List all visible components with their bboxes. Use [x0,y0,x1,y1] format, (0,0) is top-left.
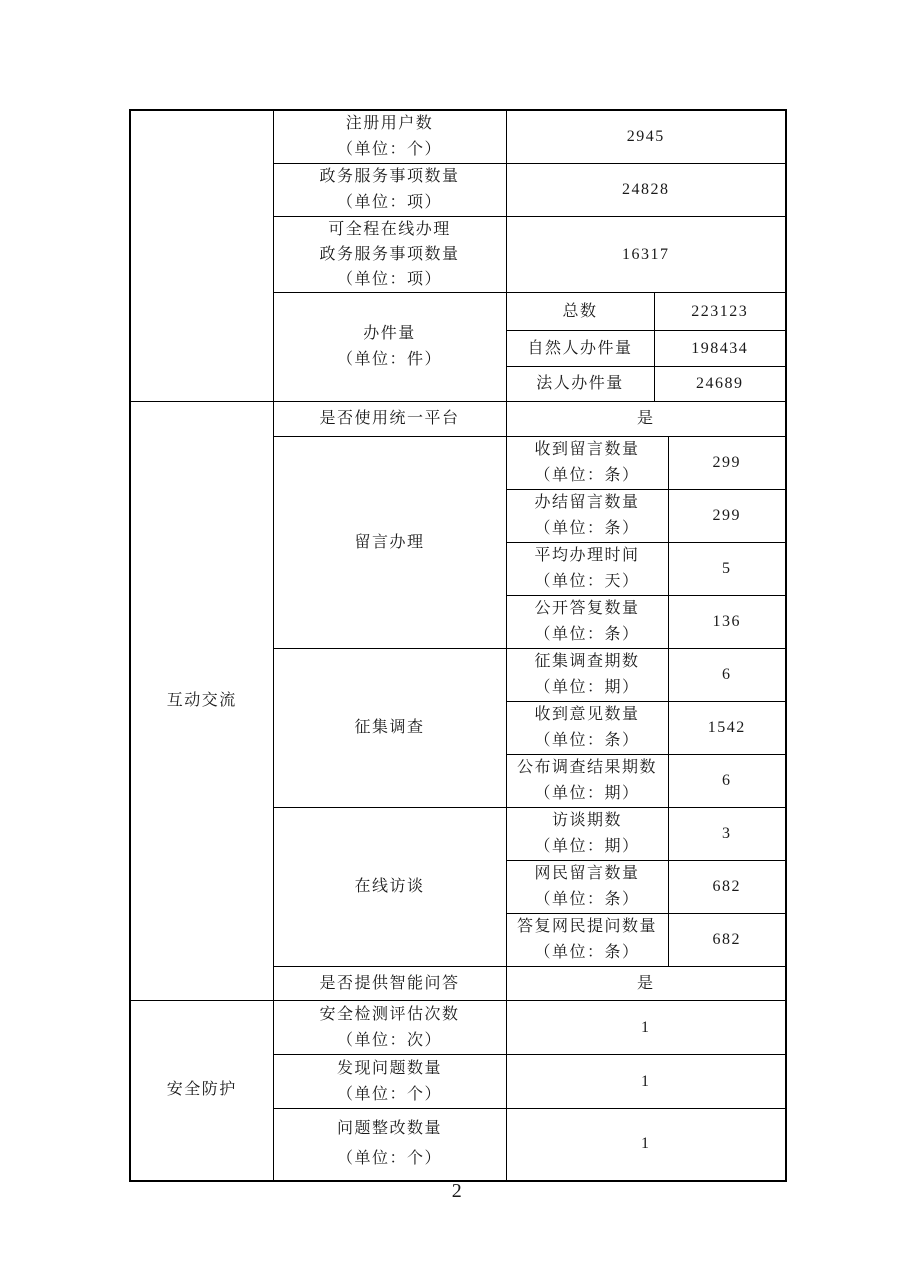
value-messages-completed: 299 [668,490,786,543]
label-text: 访谈期数 [551,812,622,829]
label-text: 答复网民提问数量 [516,918,657,935]
row-label-survey: 征集调查 [273,649,506,808]
value-interview-periods: 3 [668,808,786,861]
value-smart-qa: 是 [506,967,786,1001]
label-text: 注册用户数 [345,115,434,132]
section-cell-interaction: 互动交流 [130,402,273,1001]
value-messages-received: 299 [668,437,786,490]
sublabel-cases-legal-person: 法人办件量 [506,367,654,402]
row-label-unified-platform: 是否使用统一平台 [273,402,506,437]
sublabel-avg-handling-time [506,543,668,596]
label-unit: （单位：条） [534,520,640,537]
label-unit: （单位：项） [336,271,442,288]
value-service-items: 24828 [506,164,786,217]
label-text-line2: 政务服务事项数量 [319,246,460,263]
section-cell-blank [130,110,273,402]
sublabel-netizen-messages [506,861,668,914]
row-label-interview: 在线访谈 [273,808,506,967]
label-unit: （单位：条） [534,626,640,643]
label-text: 平均办理时间 [534,547,640,564]
value-survey-periods: 6 [668,649,786,702]
row-label-problems-fixed [273,1109,506,1181]
label-unit: （单位：期） [534,838,640,855]
label-unit: （单位：天） [534,573,640,590]
label-unit: （单位：条） [534,944,640,961]
value-survey-opinions: 1542 [668,702,786,755]
label-unit: （单位：项） [336,194,442,211]
value-netizen-messages: 682 [668,861,786,914]
sublabel-survey-opinions [506,702,668,755]
row-label-security-assessments [273,1001,506,1055]
label-text: 安全检测评估次数 [319,1005,460,1023]
sublabel-survey-periods [506,649,668,702]
label-text: 公布调查结果期数 [516,759,657,776]
value-problems-fixed: 1 [506,1109,786,1181]
label-text: 收到留言数量 [534,441,640,458]
row-label-problems-found [273,1055,506,1109]
label-unit: （单位：个） [336,1085,442,1103]
value-interview-replies: 682 [668,914,786,967]
label-text: 办件量 [363,325,416,342]
label-text: 办结留言数量 [534,494,640,511]
label-unit: （单位：条） [534,891,640,908]
row-label-message-handling: 留言办理 [273,437,506,649]
value-registered-users: 2945 [506,110,786,164]
label-text: 发现问题数量 [336,1059,442,1077]
value-avg-handling-time: 5 [668,543,786,596]
row-label-online-items [273,217,506,293]
value-security-assessments: 1 [506,1001,786,1055]
label-unit: （单位：条） [534,732,640,749]
label-unit: （单位：个） [336,141,442,158]
sublabel-cases-natural-person: 自然人办件量 [506,331,654,367]
row-label-registered-users [273,110,506,164]
row-label-cases [273,293,506,402]
label-unit: （单位：条） [534,467,640,484]
value-cases-natural-person: 198434 [654,331,786,367]
page-number: 2 [451,1180,463,1202]
label-text: 收到意见数量 [534,706,640,723]
row-label-service-items [273,164,506,217]
label-unit: （单位：个） [336,1150,442,1168]
sublabel-public-replies [506,596,668,649]
value-unified-platform: 是 [506,402,786,437]
value-survey-published-results: 6 [668,755,786,808]
label-text: 政务服务事项数量 [319,168,460,185]
label-text: 问题整改数量 [336,1120,442,1138]
label-unit: （单位：件） [336,351,442,368]
value-problems-found: 1 [506,1055,786,1109]
sublabel-cases-total: 总数 [506,293,654,331]
sublabel-messages-received [506,437,668,490]
section-cell-security: 安全防护 [130,1001,273,1181]
label-unit: （单位：次） [336,1031,442,1049]
label-text-line1: 可全程在线办理 [328,221,451,238]
label-unit: （单位：期） [534,679,640,696]
sublabel-messages-completed [506,490,668,543]
value-cases-total: 223123 [654,293,786,331]
label-text: 公开答复数量 [534,600,640,617]
sublabel-interview-periods [506,808,668,861]
value-public-replies: 136 [668,596,786,649]
value-online-items: 16317 [506,217,786,293]
row-label-smart-qa: 是否提供智能问答 [273,967,506,1001]
label-text: 网民留言数量 [534,865,640,882]
label-unit: （单位：期） [534,785,640,802]
sublabel-survey-published-results [506,755,668,808]
value-cases-legal-person: 24689 [654,367,786,402]
sublabel-interview-replies [506,914,668,967]
report-table [129,109,787,1182]
label-text: 征集调查期数 [534,653,640,670]
